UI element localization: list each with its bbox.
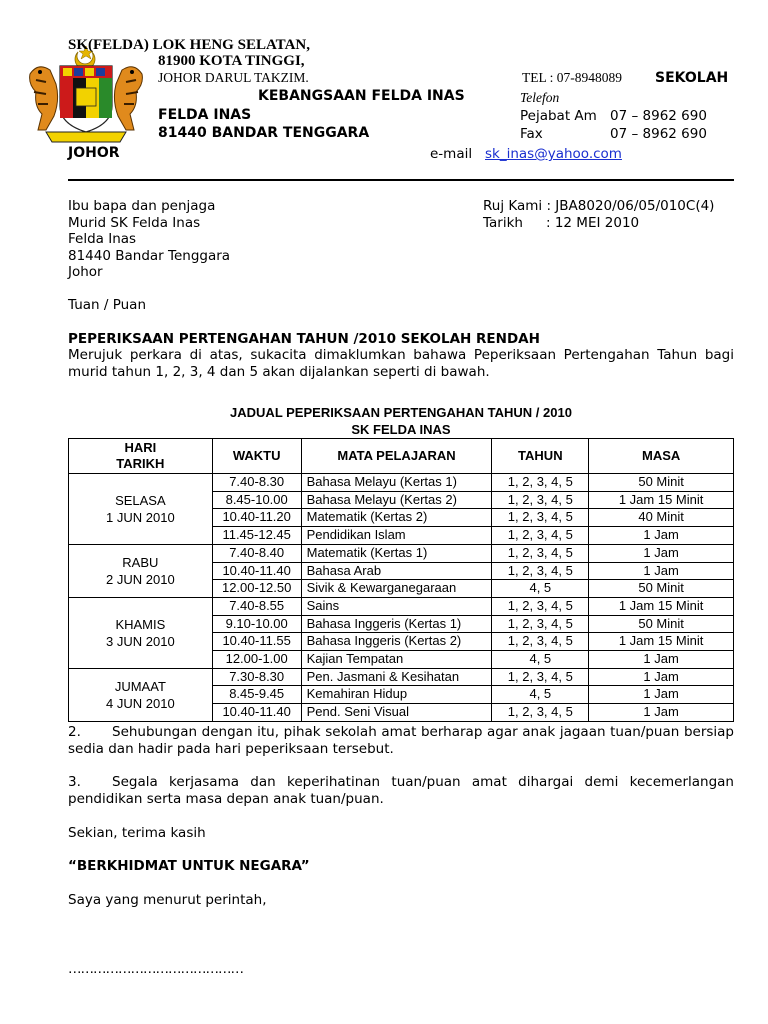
year-cell: 1, 2, 3, 4, 5: [492, 615, 589, 633]
school-address-johor: JOHOR: [68, 145, 120, 161]
address-line-state: JOHOR DARUL TAKZIM.: [158, 70, 309, 85]
table-row: [69, 474, 734, 492]
subject-cell: Kajian Tempatan: [301, 651, 492, 669]
subject-cell: Sivik & Kewarganegaraan: [301, 580, 492, 598]
time-cell: 12.00-12.50: [212, 580, 301, 598]
schedule-title: [68, 404, 734, 438]
schedule-title-line: JADUAL PEPERIKSAAN PERTENGAHAN TAHUN / 2010: [230, 405, 572, 420]
subject-cell: Bahasa Inggeris (Kertas 2): [301, 633, 492, 651]
time-cell: 9.10-10.00: [212, 615, 301, 633]
exam-date: 3 JUN 2010: [106, 633, 175, 649]
time-cell: 7.40-8.40: [212, 544, 301, 562]
subject-cell: Sains: [301, 597, 492, 615]
table-row: [69, 668, 734, 686]
header-tahun: TAHUN: [492, 439, 589, 474]
day-date-cell: [69, 474, 213, 545]
table-row: [69, 597, 734, 615]
exam-date: 4 JUN 2010: [106, 695, 175, 711]
year-cell: 1, 2, 3, 4, 5: [492, 509, 589, 527]
schedule-body: [69, 474, 734, 722]
year-cell: 1, 2, 3, 4, 5: [492, 668, 589, 686]
time-cell: 7.40-8.30: [212, 474, 301, 492]
header-waktu: WAKTU: [212, 439, 301, 474]
exam-date: 1 JUN 2010: [106, 509, 175, 525]
year-cell: 4, 5: [492, 580, 589, 598]
duration-cell: 1 Jam: [589, 704, 734, 722]
paragraph-2-number: 2.: [68, 724, 81, 740]
exam-schedule-table: [68, 438, 734, 722]
day-date-cell: [69, 597, 213, 668]
duration-cell: 1 Jam 15 Minit: [589, 491, 734, 509]
recipient-line: Ibu bapa dan penjaga: [68, 198, 216, 214]
pejabat-am-label: Pejabat Am: [520, 108, 597, 124]
signature-line: ……………………………………: [68, 961, 243, 977]
duration-cell: 50 Minit: [589, 474, 734, 492]
time-cell: 10.40-11.55: [212, 633, 301, 651]
year-cell: 1, 2, 3, 4, 5: [492, 597, 589, 615]
duration-cell: 1 Jam 15 Minit: [589, 597, 734, 615]
fax-label: Fax: [520, 126, 543, 142]
table-row: [69, 544, 734, 562]
year-cell: 1, 2, 3, 4, 5: [492, 562, 589, 580]
school-name-line: SK(FELDA) LOK HENG SELATAN,: [68, 37, 310, 53]
year-cell: 1, 2, 3, 4, 5: [492, 474, 589, 492]
year-cell: 4, 5: [492, 686, 589, 704]
time-cell: 7.40-8.55: [212, 597, 301, 615]
email-link[interactable]: sk_inas@yahoo.com: [485, 146, 622, 162]
time-cell: 7.30-8.30: [212, 668, 301, 686]
closing-text: Sekian, terima kasih: [68, 825, 206, 841]
email-label: e-mail: [430, 146, 473, 162]
subject-cell: Bahasa Melayu (Kertas 2): [301, 491, 492, 509]
year-cell: 1, 2, 3, 4, 5: [492, 491, 589, 509]
subject-cell: Pend. Seni Visual: [301, 704, 492, 722]
time-cell: 10.40-11.20: [212, 509, 301, 527]
year-cell: 1, 2, 3, 4, 5: [492, 633, 589, 651]
school-address-bandar: 81440 BANDAR TENGGARA: [158, 125, 370, 141]
header-masa: MASA: [589, 439, 734, 474]
time-cell: 12.00-1.00: [212, 651, 301, 669]
duration-cell: 40 Minit: [589, 509, 734, 527]
day-name: KHAMIS: [115, 616, 166, 632]
intro-paragraph: Merujuk perkara di atas, sukacita dimaklumkan bahawa Peperiksaan Pertengahan Tahun bagi murid tahun 1, 2, 3, 4 dan 5 akan dijalankan seperti di bawah.: [68, 347, 734, 380]
exam-date: 2 JUN 2010: [106, 571, 175, 587]
letter-subject: PEPERIKSAAN PERTENGAHAN TAHUN /2010 SEKOLAH RENDAH: [68, 331, 540, 347]
recipient-line: 81440 Bandar Tenggara: [68, 247, 231, 264]
date-label: Tarikh: [483, 215, 523, 231]
signoff: Saya yang menurut perintah,: [68, 892, 267, 908]
school-name-part-sekolah: SEKOLAH: [655, 70, 729, 86]
fax-number: 07 – 8962 690: [610, 126, 707, 142]
subject-cell: Matematik (Kertas 1): [301, 544, 492, 562]
day-name: SELASA: [115, 492, 166, 508]
header-tarikh: TARIKH: [116, 456, 165, 471]
header-mata-pelajaran: MATA PELAJARAN: [301, 439, 492, 474]
recipient-line: Felda Inas: [68, 231, 137, 247]
subject-cell: Bahasa Inggeris (Kertas 1): [301, 615, 492, 633]
day-date-cell: [69, 544, 213, 597]
duration-cell: 50 Minit: [589, 615, 734, 633]
schedule-subtitle: SK FELDA INAS: [351, 422, 451, 437]
year-cell: 1, 2, 3, 4, 5: [492, 527, 589, 545]
telephone-number: TEL : 07-8948089: [522, 70, 622, 85]
day-date-cell: [69, 668, 213, 721]
time-cell: 10.40-11.40: [212, 562, 301, 580]
duration-cell: 1 Jam: [589, 651, 734, 669]
recipient-line: Murid SK Felda Inas: [68, 214, 201, 231]
letter-date: : 12 MEI 2010: [546, 215, 640, 231]
day-name: RABU: [122, 554, 159, 570]
subject-cell: Pendidikan Islam: [301, 527, 492, 545]
duration-cell: 1 Jam: [589, 668, 734, 686]
motto: “BERKHIDMAT UNTUK NEGARA”: [68, 858, 310, 874]
duration-cell: 1 Jam: [589, 544, 734, 562]
time-cell: 8.45-10.00: [212, 491, 301, 509]
duration-cell: 50 Minit: [589, 580, 734, 598]
address-line-postcode: 81900 KOTA TINGGI,: [158, 53, 305, 69]
salutation: Tuan / Puan: [68, 297, 147, 313]
malaysia-coat-of-arms-icon: [16, 44, 156, 149]
time-cell: 10.40-11.40: [212, 704, 301, 722]
duration-cell: 1 Jam: [589, 686, 734, 704]
recipient-line: Johor: [68, 264, 103, 280]
paragraph-2: Sehubungan dengan itu, pihak sekolah amat berharap agar anak jagaan tuan/puan bersiap sedia dan hadir pada hari peperiksaan tersebut.: [68, 724, 734, 757]
pejabat-am-number: 07 – 8962 690: [610, 108, 707, 124]
header-hari: HARI: [124, 440, 157, 455]
day-name: JUMAAT: [114, 678, 166, 694]
subject-cell: Bahasa Melayu (Kertas 1): [301, 474, 492, 492]
duration-cell: 1 Jam: [589, 527, 734, 545]
duration-cell: 1 Jam 15 Minit: [589, 633, 734, 651]
duration-cell: 1 Jam: [589, 562, 734, 580]
recipient-address: [68, 198, 230, 281]
time-cell: 11.45-12.45: [212, 527, 301, 545]
subject-cell: Kemahiran Hidup: [301, 686, 492, 704]
time-cell: 8.45-9.45: [212, 686, 301, 704]
header-hari-tarikh: [69, 439, 213, 474]
school-name-part-kebangsaan: KEBANGSAAN FELDA INAS: [258, 88, 465, 104]
school-name-part-felda-inas: FELDA INAS: [158, 107, 252, 123]
year-cell: 4, 5: [492, 651, 589, 669]
subject-cell: Bahasa Arab: [301, 562, 492, 580]
paragraph-3-number: 3.: [68, 774, 81, 790]
subject-cell: Matematik (Kertas 2): [301, 509, 492, 527]
subject-cell: Pen. Jasmani & Kesihatan: [301, 668, 492, 686]
table-header-row: [69, 439, 734, 474]
header-divider: [68, 179, 734, 181]
reference-number: Ruj Kami : JBA8020/06/05/010C(4): [483, 198, 715, 214]
year-cell: 1, 2, 3, 4, 5: [492, 544, 589, 562]
telefon-label: Telefon: [520, 90, 560, 105]
year-cell: 1, 2, 3, 4, 5: [492, 704, 589, 722]
paragraph-3: Segala kerjasama dan keperihatinan tuan/puan amat dihargai demi kecemerlangan pendidikan serta masa depan anak tuan/puan.: [68, 774, 734, 807]
